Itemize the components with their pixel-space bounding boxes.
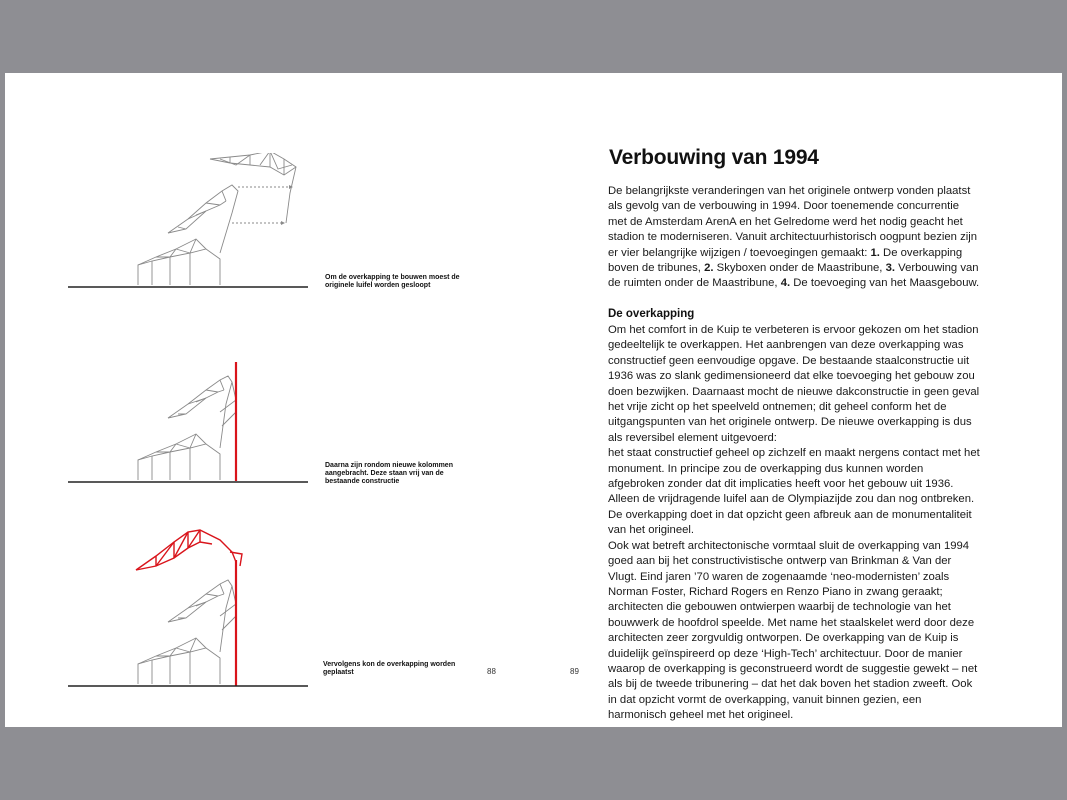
page-number-right: 89 <box>570 667 579 676</box>
caption-2: Daarna zijn rondom nieuwe kolommen aangebracht. Deze staan vrij van de bestaande constructie <box>325 462 453 485</box>
section-heading: De overkapping <box>608 308 695 320</box>
intro-text: De belangrijkste veranderingen van het originele ontwerp vonden plaatst als gevolg van de verbouwing in 1994. Door toenemende concurrentie met de Amsterdam ArenA en het Gelredome werd het nodig geacht het stadion te moderniseren. Vanuit architectuurhistorisch oogpunt bezien zijn er vier belangrijke wijzigen / toevoegingen gemaakt: <box>608 185 978 259</box>
caption-1: Om de overkapping te bouwen moest de originele luifel worden gesloopt <box>325 274 460 289</box>
body-paragraph: Ook wat betreft architectonische vormtaal sluit de overkapping van 1994 goed aan bij het constructivistische ontwerp van Brinkman & Van der Vlugt. Eind jaren ’70 waren de zogenaamde ‘neo-modernisten’ zoals Norman Foster, Richard Rogers en Renzo Piano in zwang geraakt; architecten die gebouwen ontwierpen waarbij de technologie van het bouwwerk de hoofdrol speelde. Met name het staalskelet werd door deze architecten zeer zorgvuldig ontworpen. De overkapping van de Kuip is duidelijk geïnspireerd op deze ‘High-Tech’ architectuur. Door de manier waarop de overkapping is geconstrueerd wordt de suggestie gewekt – net als bij de tweede tribunering – dat het dak boven het stadion zweeft. Ook in dat opzicht vormt de overkapping, vanuit binnen gezien, een harmonisch geheel met het origineel. <box>608 539 978 722</box>
intro-paragraph <box>608 184 980 292</box>
list-number-2: 2. <box>704 262 714 275</box>
diagram-canopy-placed <box>60 526 320 691</box>
book-spread <box>5 73 1062 727</box>
list-number-1: 1. <box>870 246 880 259</box>
diagram-new-columns <box>60 356 320 486</box>
list-number-4: 4. <box>780 277 791 290</box>
body-paragraph: het staat constructief geheel op zichzelf en maakt nergens contact met het monument. In principe zou de overkapping dus kunnen worden afgebroken zonder dat dit implicaties heeft voor het gebouw uit 1936. Alleen de vrijdragende luifel aan de Olympiazijde zou dan nog ontbreken. De overkapping doet in dat opzicht geen afbreuk aan de monumentaliteit van het origineel. <box>608 447 980 537</box>
list-number-3: 3. <box>885 262 896 275</box>
intro-text: Verbouwing van de ruimten onder de Maastribune, <box>608 262 979 290</box>
caption-3: Vervolgens kon de overkapping worden geplaatst <box>323 661 456 676</box>
body-paragraph: Om het comfort in de Kuip te verbeteren is ervoor gekozen om het stadion gedeeltelijk te overkappen. Het aanbrengen van deze overkapping was constructief geen eenvoudige opgave. De bestaande staalconstructie uit 1936 was zo slank gedimensioneerd dat elke toevoeging het gebouw zou doen bezwijken. Daarnaast mocht de nieuwe dakconstructie in geen geval het vrije zicht op het speelveld ontnemen; dit geheel conform het de uitgangspunten van het originele ontwerp. De nieuwe overkapping is dus als reversibel element uitgevoerd: <box>608 324 980 444</box>
section-body <box>608 323 980 724</box>
intro-text: Skyboxen onder de Maastribune, <box>713 262 886 275</box>
page-title: Verbouwing van 1994 <box>609 146 819 169</box>
intro-text: De toevoeging van het Maasgebouw. <box>790 277 980 290</box>
diagram-remove-canopy <box>60 153 320 293</box>
page-number-left: 88 <box>487 667 496 676</box>
intro-text: De overkapping boven de tribunes, <box>608 246 963 275</box>
